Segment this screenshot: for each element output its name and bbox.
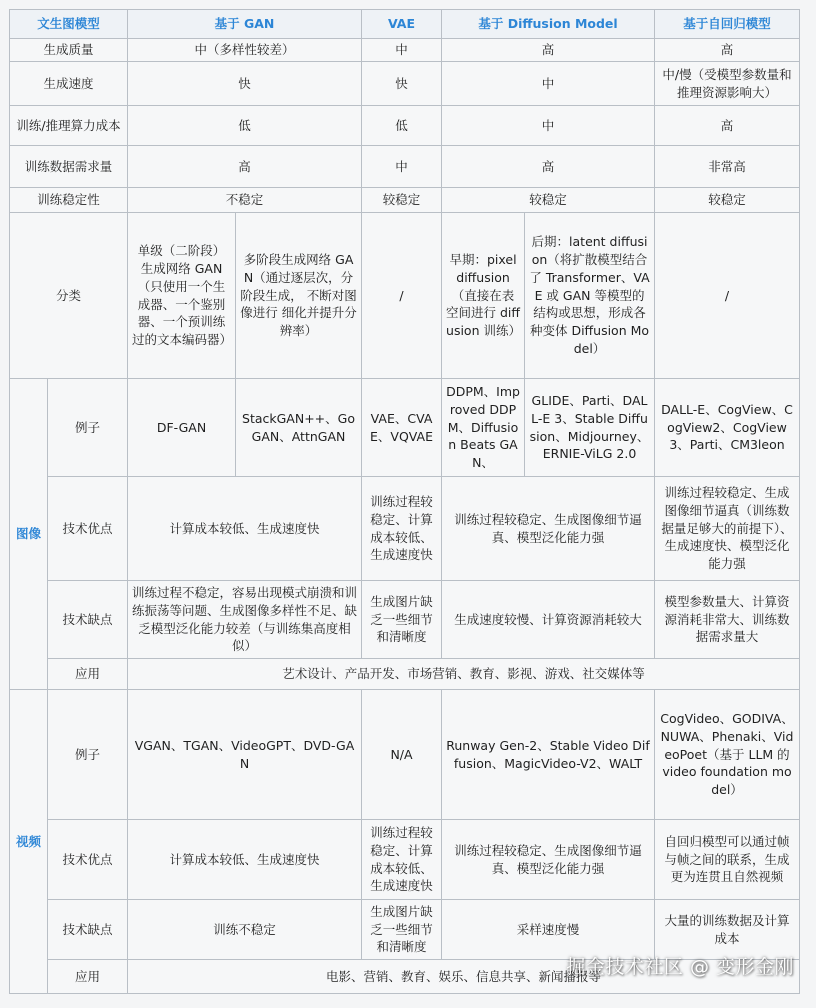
cell-ar: / (655, 213, 800, 379)
cell-diffusion: 采样速度慢 (442, 900, 655, 960)
cell-gan: 训练过程不稳定，容易出现模式崩溃和训练振荡等问题、生成图像多样性不足、缺乏模型泛化能力较差（与训练集高度相似） (128, 581, 362, 659)
cell-gan-multi: 多阶段生成网络 GAN（通过逐层次，分阶段生成， 不断对图像进行 细化并提升分辨率） (236, 213, 362, 379)
row-label: 技术优点 (48, 477, 128, 581)
header-gan: 基于 GAN (128, 10, 362, 39)
row-label: 训练稳定性 (10, 188, 128, 213)
cell-gan: 低 (128, 106, 362, 146)
row-video-pros (10, 820, 800, 900)
header-vae: VAE (362, 10, 442, 39)
cell-diffusion: 较稳定 (442, 188, 655, 213)
cell-apps: 电影、营销、教育、娱乐、信息共享、新闻播报等 (128, 960, 800, 994)
cell-vae: 较稳定 (362, 188, 442, 213)
cell-ar: 高 (655, 106, 800, 146)
cell-diffusion: 高 (442, 146, 655, 188)
comparison-table (9, 9, 800, 994)
cell-vae: 训练过程较稳定、计算成本较低、生成速度快 (362, 820, 442, 900)
cell-diffusion: 高 (442, 39, 655, 62)
row-label: 例子 (48, 379, 128, 477)
row-speed (10, 62, 800, 106)
cell-gan: VGAN、TGAN、VideoGPT、DVD-GAN (128, 690, 362, 820)
header-diffusion: 基于 Diffusion Model (442, 10, 655, 39)
cell-diffusion: 中 (442, 106, 655, 146)
cell-vae: / (362, 213, 442, 379)
cell-gan-multi: StackGAN++、GoGAN、AttnGAN (236, 379, 362, 477)
row-label: 应用 (48, 960, 128, 994)
cell-diffusion: Runway Gen-2、Stable Video Diffusion、MagicVideo-V2、WALT (442, 690, 655, 820)
row-stability (10, 188, 800, 213)
cell-diffusion: 训练过程较稳定、生成图像细节逼真、模型泛化能力强 (442, 820, 655, 900)
cell-vae: 中 (362, 39, 442, 62)
row-image-cons (10, 581, 800, 659)
cell-diffusion-late: GLIDE、Parti、DALL-E 3、Stable Diffusion、Midjourney、ERNIE-ViLG 2.0 (525, 379, 655, 477)
cell-apps: 艺术设计、产品开发、市场营销、教育、影视、游戏、社交媒体等 (128, 659, 800, 690)
cell-gan-single: 单级（二阶段）生成网络 GAN（只使用一个生成器、一个鉴别器、一个预训练过的文本编码器） (128, 213, 236, 379)
cell-diffusion-early: 早期：pixel diffusion（直接在表空间进行 diffusion 训练） (442, 213, 525, 379)
cell-vae: 生成图片缺乏一些细节和清晰度 (362, 581, 442, 659)
cell-vae: 中 (362, 146, 442, 188)
cell-gan: 中（多样性较差） (128, 39, 362, 62)
cell-vae: 低 (362, 106, 442, 146)
cell-gan-single: DF-GAN (128, 379, 236, 477)
cell-ar: 较稳定 (655, 188, 800, 213)
cell-diffusion-early: DDPM、Improved DDPM、Diffusion Beats GAN、 (442, 379, 525, 477)
cell-diffusion: 生成速度较慢、计算资源消耗较大 (442, 581, 655, 659)
watermark-text: 掘金技术社区 @ 变形金刚 (566, 956, 794, 978)
cell-ar: 大量的训练数据及计算成本 (655, 900, 800, 960)
cell-vae: 训练过程较稳定、计算成本较低、生成速度快 (362, 477, 442, 581)
row-category (10, 213, 800, 379)
cell-gan: 训练不稳定 (128, 900, 362, 960)
header-row (10, 10, 800, 39)
cell-ar: 非常高 (655, 146, 800, 188)
cell-gan: 计算成本较低、生成速度快 (128, 820, 362, 900)
header-model-type: 文生图模型 (10, 10, 128, 39)
cell-vae: 生成图片缺乏一些细节和清晰度 (362, 900, 442, 960)
row-label: 例子 (48, 690, 128, 820)
cell-gan: 计算成本较低、生成速度快 (128, 477, 362, 581)
row-label: 分类 (10, 213, 128, 379)
cell-ar: 中/慢（受模型参数量和推理资源影响大） (655, 62, 800, 106)
row-cost (10, 106, 800, 146)
row-video-cons (10, 900, 800, 960)
group-label-image: 图像 (10, 379, 48, 690)
row-quality (10, 39, 800, 62)
cell-ar: 高 (655, 39, 800, 62)
cell-ar: 训练过程较稳定、生成图像细节逼真（训练数据量足够大的前提下）、生成速度快、模型泛化能力强 (655, 477, 800, 581)
cell-vae: VAE、CVAE、VQVAE (362, 379, 442, 477)
cell-gan: 高 (128, 146, 362, 188)
row-label: 训练数据需求量 (10, 146, 128, 188)
row-data-need (10, 146, 800, 188)
row-label: 训练/推理算力成本 (10, 106, 128, 146)
row-image-pros (10, 477, 800, 581)
cell-ar: 模型参数量大、计算资源消耗非常大、训练数据需求量大 (655, 581, 800, 659)
cell-vae: N/A (362, 690, 442, 820)
row-label: 技术优点 (48, 820, 128, 900)
cell-ar: DALL-E、CogView、CogView2、CogView3、Parti、CM3leon (655, 379, 800, 477)
cell-ar: 自回归模型可以通过帧与帧之间的联系，生成更为连贯且自然视频 (655, 820, 800, 900)
cell-diffusion: 中 (442, 62, 655, 106)
cell-gan: 快 (128, 62, 362, 106)
row-label: 技术缺点 (48, 581, 128, 659)
row-video-examples (10, 690, 800, 820)
cell-gan: 不稳定 (128, 188, 362, 213)
group-label-video: 视频 (10, 690, 48, 994)
row-image-apps (10, 659, 800, 690)
row-label: 生成质量 (10, 39, 128, 62)
row-label: 应用 (48, 659, 128, 690)
row-label: 技术缺点 (48, 900, 128, 960)
cell-vae: 快 (362, 62, 442, 106)
cell-diffusion-late: 后期：latent diffusion（将扩散模型结合了 Transformer、VAE 或 GAN 等模型的结构或思想，形成各种变体 Diffusion Model） (525, 213, 655, 379)
cell-diffusion: 训练过程较稳定、生成图像细节逼真、模型泛化能力强 (442, 477, 655, 581)
row-label: 生成速度 (10, 62, 128, 106)
cell-ar: CogVideo、GODIVA、NUWA、Phenaki、VideoPoet（基于 LLM 的 video foundation model） (655, 690, 800, 820)
row-image-examples (10, 379, 800, 477)
header-autoregressive: 基于自回归模型 (655, 10, 800, 39)
